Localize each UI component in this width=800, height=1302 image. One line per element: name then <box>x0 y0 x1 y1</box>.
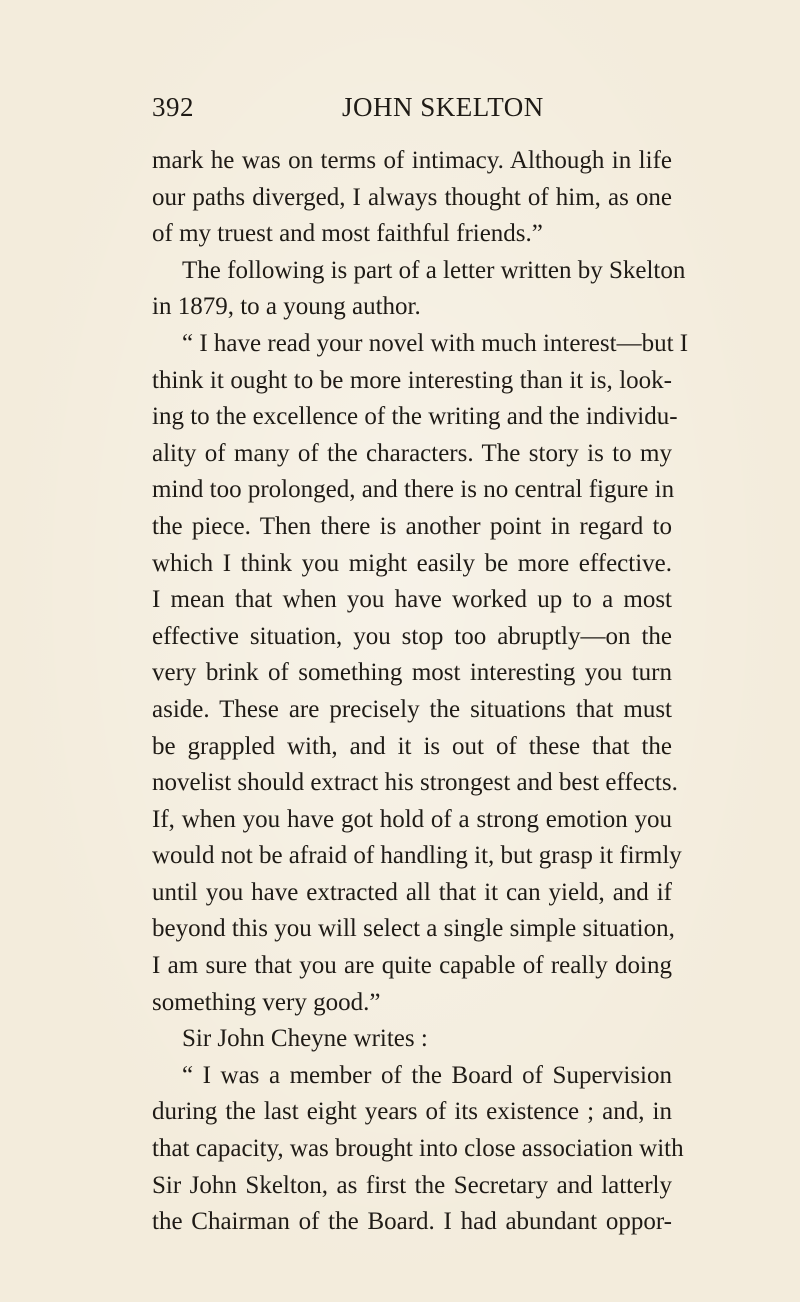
text-line: in 1879, to a young author. <box>152 293 421 321</box>
text-line: think it ought to be more interesting than it is, look- <box>152 366 672 394</box>
body-text <box>152 143 689 1241</box>
text-line: of my truest and most faithful friends.” <box>152 220 543 248</box>
text-line: If, when you have got hold of a strong emotion you <box>152 805 672 833</box>
page-number: 392 <box>152 92 194 122</box>
text-line: very brink of something most interesting you turn <box>152 659 672 687</box>
text-line: the Chairman of the Board. I had abundant oppor- <box>152 1208 672 1236</box>
text-line: “ I have read your novel with much interest—but I <box>182 329 689 357</box>
text-line: be grappled with, and it is out of these that the <box>152 732 672 760</box>
text-line: the piece. Then there is another point in regard to <box>152 512 672 540</box>
text-line: ality of many of the characters. The story is to my <box>152 439 672 467</box>
text-line: I am sure that you are quite capable of really doing <box>152 952 672 980</box>
text-line: ing to the excellence of the writing and the individu- <box>152 403 678 431</box>
text-line: The following is part of a letter written by Skelton <box>182 256 686 284</box>
text-line: aside. These are precisely the situations that must <box>152 695 672 723</box>
text-line: Sir John Cheyne writes : <box>182 1025 428 1053</box>
text-line: something very good.” <box>152 988 381 1016</box>
running-head <box>152 92 672 132</box>
text-line: “ I was a member of the Board of Supervision <box>182 1061 672 1089</box>
running-title: JOHN SKELTON <box>342 92 544 122</box>
text-line: I mean that when you have worked up to a most <box>152 586 672 614</box>
text-line: novelist should extract his strongest and best effects. <box>152 769 678 797</box>
text-line: would not be afraid of handling it, but grasp it firmly <box>152 842 682 870</box>
text-line: Sir John Skelton, as first the Secretary and latterly <box>152 1171 672 1199</box>
text-line: effective situation, you stop too abruptly—on the <box>152 622 672 650</box>
text-line: until you have extracted all that it can yield, and if <box>152 878 672 906</box>
text-line: that capacity, was brought into close association with <box>152 1135 684 1163</box>
text-line: which I think you might easily be more effective. <box>152 549 672 577</box>
text-line: our paths diverged, I always thought of him, as one <box>152 183 672 211</box>
text-line: mind too prolonged, and there is no central figure in <box>152 476 675 504</box>
text-line: beyond this you will select a single simple situation, <box>152 915 675 943</box>
text-line: during the last eight years of its existence ; and, in <box>152 1098 672 1126</box>
text-line: mark he was on terms of intimacy. Although in life <box>152 147 672 174</box>
